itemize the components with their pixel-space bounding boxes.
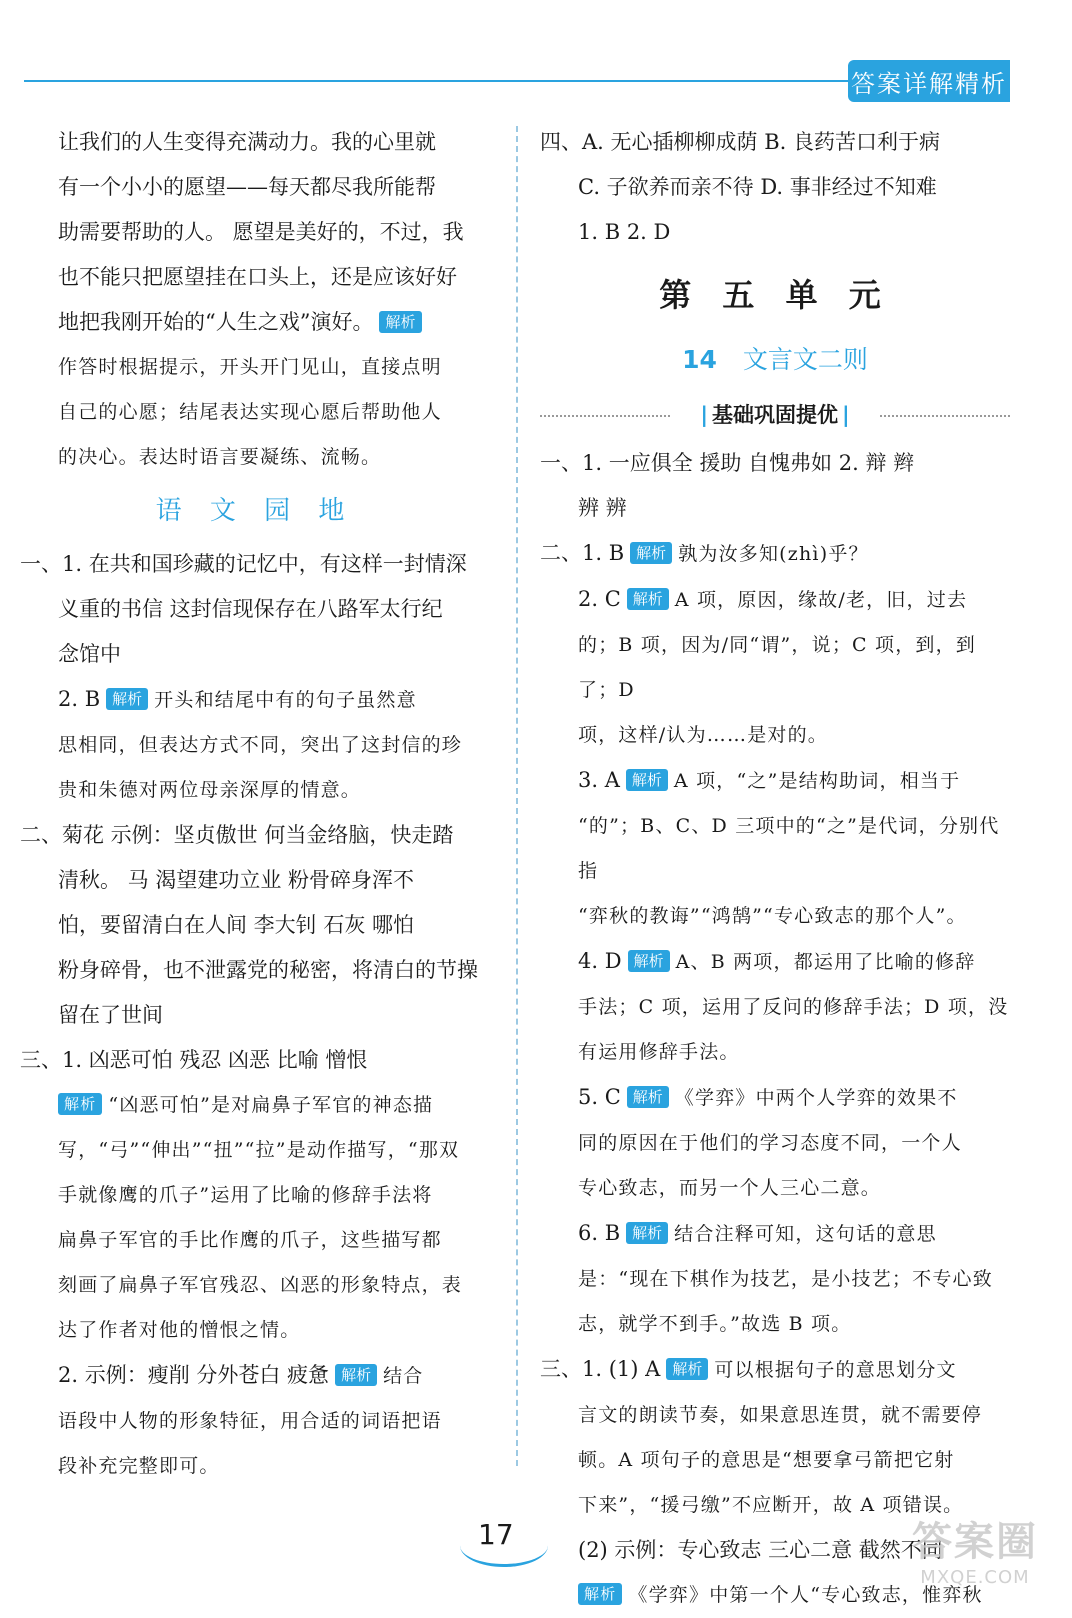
question-line: 二、菊花 示例：坚贞傲世 何当金络脑，快走踏 xyxy=(20,823,454,847)
question-line: 一、1. 在共和国珍藏的记忆中，有这样一封情深 xyxy=(20,552,467,576)
watermark-logo xyxy=(900,1510,1050,1588)
question-line: 留在了世间 xyxy=(58,1003,163,1027)
analysis-line: 专心致志，而另一个人三心二意。 xyxy=(578,1177,882,1199)
question-line: 三、1. (1) A 解析 可以根据句子的意思划分文 xyxy=(540,1357,957,1381)
question-line: (2) 示例：专心致志 三心二意 截然不同 xyxy=(578,1538,943,1562)
analysis-line: 言文的朗读节奏，如果意思连贯，就不需要停 xyxy=(578,1404,983,1426)
analysis-line: 项，这样/认为……是对的。 xyxy=(578,724,829,746)
analysis-line: 刻画了扁鼻子军官残忍、凶恶的形象特点，表 xyxy=(58,1274,463,1296)
unit-title: 第 五 单 元 xyxy=(659,276,891,314)
question-line: 清秋。 马 渴望建功立业 粉骨碎身浑不 xyxy=(58,868,415,892)
analysis-line: 手就像鹰的爪子”运用了比喻的修辞手法将 xyxy=(58,1184,433,1206)
subsection-title: | 基础巩固提优 | xyxy=(540,389,1010,441)
question-line: 2. C 解析 A 项，原因，缘故/老，旧，过去 xyxy=(578,587,968,611)
analysis-line: 解析 《学弈》中第一个人“专心致志，惟弈秋 xyxy=(540,1573,1010,1618)
analysis-tag: 解析 xyxy=(626,1222,668,1244)
lesson-name: 文言文二则 xyxy=(742,345,868,374)
analysis-line: 达了作者对他的憎恨之情。 xyxy=(58,1319,301,1341)
analysis-line: “弈秋的教诲”“鸿鹄”“专心致志的那个人”。 xyxy=(578,905,967,927)
question-line: 三、1. 凶恶可怕 残忍 凶恶 比喻 憎恨 xyxy=(20,1048,368,1072)
column-divider xyxy=(516,126,518,1466)
header-rule xyxy=(24,80,864,82)
header-badge: 答案详解精析 xyxy=(848,60,1010,102)
analysis-tag: 解析 xyxy=(627,588,669,610)
watermark-url: MXQE.COM xyxy=(920,1567,1030,1588)
analysis-tag: 解析 xyxy=(335,1364,377,1386)
text-line: 助需要帮助的人。 愿望是美好的，不过，我 xyxy=(58,220,464,244)
analysis-line: 有运用修辞手法。 xyxy=(578,1041,740,1063)
text-line: 也不能只把愿望挂在口头上，还是应该好好 xyxy=(58,265,457,289)
question-line: 四、A. 无心插柳柳成荫 B. 良药苦口利于病 xyxy=(540,130,940,154)
analysis-line: 的；B 项，因为/同“谓”，说；C 项，到，到了；D xyxy=(578,634,977,701)
question-line: 二、1. B 解析 孰为汝多知(zhì)乎？ xyxy=(540,541,869,565)
analysis-tag: 解析 xyxy=(628,950,670,972)
analysis-line: 扁鼻子军官的手比作鹰的爪子，这些描写都 xyxy=(58,1229,442,1251)
watermark-text: 答案圈 xyxy=(912,1519,1038,1565)
analysis-tag: 解析 xyxy=(106,688,148,710)
analysis-line: 下来”，“援弓缴”不应断开，故 A 项错误。 xyxy=(578,1494,964,1516)
analysis-line: 解析 “凶恶可怕”是对扁鼻子军官的神态描 xyxy=(20,1083,490,1128)
question-line: 2. 示例：瘦削 分外苍白 疲惫 解析 结合 xyxy=(58,1363,424,1387)
question-line: 5. C 解析 《学弈》中两个人学弈的效果不 xyxy=(578,1085,958,1109)
analysis-line: 语段中人物的形象特征，用合适的词语把语 xyxy=(58,1410,442,1432)
text-line: 让我们的人生变得充满动力。我的心里就 xyxy=(58,130,436,154)
analysis-line: “的”；B、C、D 三项中的“之”是代词，分别代指 xyxy=(578,815,1000,882)
question-line: 2. B 解析 开头和结尾中有的句子虽然意 xyxy=(58,687,417,711)
lesson-title xyxy=(540,331,1010,389)
page-number: 17 xyxy=(478,1518,514,1551)
question-line: 一、1. 一应俱全 援助 自愧弗如 2. 辩 辫 xyxy=(540,451,915,475)
analysis-line: 段补充完整即可。 xyxy=(58,1455,220,1477)
analysis-line: 贵和朱德对两位母亲深厚的情意。 xyxy=(58,779,362,801)
text-line: 有一个小小的愿望——每天都尽我所能帮 xyxy=(58,175,436,199)
analysis-line: 作答时根据提示，开头开门见山，直接点明 xyxy=(58,356,442,378)
question-line: 辨 辨 xyxy=(578,496,627,520)
question-line: 怕，要留清白在人间 李大钊 石灰 哪怕 xyxy=(58,913,415,937)
section-title: 语 文 园 地 xyxy=(155,496,355,526)
right-column xyxy=(540,120,1010,1618)
analysis-line: 自己的心愿；结尾表达实现心愿后帮助他人 xyxy=(58,401,442,423)
question-line: 6. B 解析 结合注释可知，这句话的意思 xyxy=(578,1221,937,1245)
analysis-tag: 解析 xyxy=(379,311,421,333)
analysis-line: 写，“弓”“伸出”“扭”“拉”是动作描写，“那双 xyxy=(58,1139,460,1161)
question-line: 3. A 解析 A 项，“之”是结构助词，相当于 xyxy=(578,768,961,792)
analysis-line: 手法；C 项，运用了反问的修辞手法；D 项，没 xyxy=(578,996,1009,1018)
analysis-line: 顿。A 项句子的意思是“想要拿弓箭把它射 xyxy=(578,1449,955,1471)
question-line: C. 子欲养而亲不待 D. 事非经过不知难 xyxy=(578,175,937,199)
question-line: 1. B 2. D xyxy=(578,220,671,244)
lesson-number: 14 xyxy=(682,345,717,374)
left-column xyxy=(20,120,490,1489)
analysis-line: 是：“现在下棋作为技艺，是小技艺；不专心致 xyxy=(578,1268,993,1290)
analysis-line: 思相同，但表达方式不同，突出了这封信的珍 xyxy=(58,734,463,756)
analysis-tag: 解析 xyxy=(626,769,668,791)
analysis-tag: 解析 xyxy=(627,1086,669,1108)
text-line: 地把我刚开始的“人生之戏”演好。 解析 xyxy=(20,300,490,345)
question-line: 4. D 解析 A、B 两项，都运用了比喻的修辞 xyxy=(578,949,976,973)
analysis-tag: 解析 xyxy=(630,542,672,564)
analysis-tag: 解析 xyxy=(58,1093,102,1115)
question-line: 粉身碎骨，也不泄露党的秘密，将清白的节操 xyxy=(58,958,478,982)
analysis-tag: 解析 xyxy=(578,1583,622,1605)
analysis-line: 志，就学不到手。”故选 B 项。 xyxy=(578,1313,852,1335)
analysis-tag: 解析 xyxy=(666,1358,708,1380)
analysis-line: 同的原因在于他们的学习态度不同，一个人 xyxy=(578,1132,962,1154)
question-line: 念馆中 xyxy=(58,642,121,666)
question-line: 义重的书信 这封信现保存在八路军太行纪 xyxy=(58,597,443,621)
analysis-line: 的决心。表达时语言要凝练、流畅。 xyxy=(58,446,382,468)
